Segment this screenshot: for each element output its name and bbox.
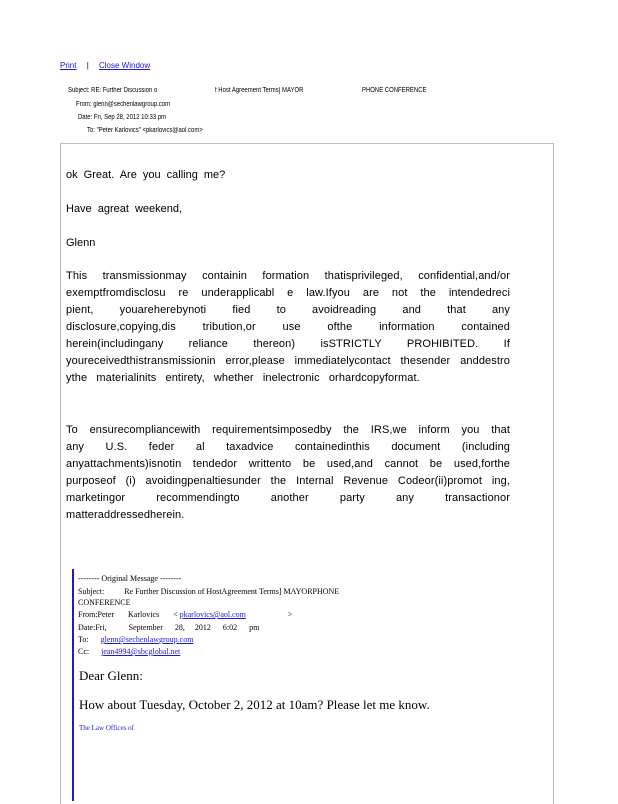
original-to: [78, 635, 193, 644]
subject-value: RE: Further Discussion o: [91, 87, 158, 94]
to-line: [87, 127, 203, 134]
original-cc: [78, 647, 180, 656]
original-body: How about Tuesday, October 2, 2012 at 10am? Please let me know.: [79, 697, 430, 712]
print-link[interactable]: Print: [60, 61, 77, 70]
original-subject: [78, 587, 339, 596]
original-to-label: To:: [78, 635, 89, 644]
date-label: Date:: [78, 114, 93, 121]
from-line: [76, 101, 170, 108]
subject-label: Subject:: [68, 87, 90, 94]
signature: Glenn: [66, 237, 96, 249]
original-date-value: September 28, 2012 6:02 pm: [128, 623, 260, 632]
date-value: Fri, Sep 28, 2012 10:33 pm: [93, 114, 167, 121]
irs-notice-paragraph: To ensurecompliancewith requirementsimposedby the IRS,we inform you that any U.S. feder al taxadvice containedinthis document (including anyattachments)isnotin tendedor writtento be used,and cannot be used,forthe purposeof (i) avoidingpenaltiesunder the Internal Revenue Codeor(ii)promot ing, marketingor recommendingto another party any transactionor matteraddressedherein.: [66, 424, 510, 521]
original-subject-cont: CONFERENCE: [78, 598, 131, 607]
original-to-email[interactable]: glenn@sechenlawgroup.com: [100, 635, 194, 644]
message-line-2: Have agreat weekend,: [66, 203, 183, 215]
original-divider: -------- Original Message --------: [78, 574, 182, 583]
to-value: "Peter Karlovics" <pkarlovics@aol.com>: [96, 127, 203, 134]
from-value: glenn@sechenlawgroup.com: [93, 101, 171, 108]
subject-part3: PHONE CONFERENCE: [362, 87, 427, 94]
quoted-message-bar: [72, 569, 544, 801]
original-cc-email[interactable]: jean4994@sbcglobal.net: [101, 647, 181, 656]
original-subject-label: Subject:: [78, 587, 105, 596]
law-offices-text: The Law Offices of: [79, 724, 134, 732]
original-from: From:Peter Karlovics < pkarlovics@aol.com >: [78, 610, 293, 619]
disclaimer-paragraph: This transmissionmay containin formation thatisprivileged, confidential,and/or exemptfromdisclosu re underapplicabl e law.Ifyou are not the intendedreci pient, youareherebynoti fied to avoidreading and that any disclosure,copying,dis tribution,or use ofthe information contained herein(includingany reliance thereon) isSTRICTLY PROHIBITED. If youreceivedthistransmissionin error,please immediatelycontact thesender anddestro ythe materialinits entirety, whether inelectronic orhardcopyformat.: [66, 270, 510, 384]
original-from-email[interactable]: pkarlovics@aol.com: [179, 610, 246, 619]
message-line-1: ok Great. Are you calling me?: [66, 169, 226, 181]
original-cc-label: Cc:: [78, 647, 90, 656]
greeting: Dear Glenn:: [79, 668, 143, 683]
from-label: From:: [76, 101, 92, 108]
original-date-label: Date:Fri,: [78, 623, 107, 632]
to-label: To:: [87, 127, 95, 134]
original-from-label: From:Peter: [78, 610, 114, 619]
top-toolbar: [60, 61, 150, 70]
original-from-name: Karlovics: [128, 610, 160, 619]
original-subject-value: Re Further Discussion of HostAgreement Terms] MAYORPHONE: [124, 587, 340, 596]
original-date: [78, 623, 259, 632]
date-line: [78, 114, 166, 121]
subject-part2: f Host Agreement Terms] MAYOR: [215, 87, 304, 94]
subject-line: [68, 87, 157, 94]
close-window-link[interactable]: Close Window: [99, 61, 151, 70]
toolbar-separator: |: [86, 61, 89, 70]
